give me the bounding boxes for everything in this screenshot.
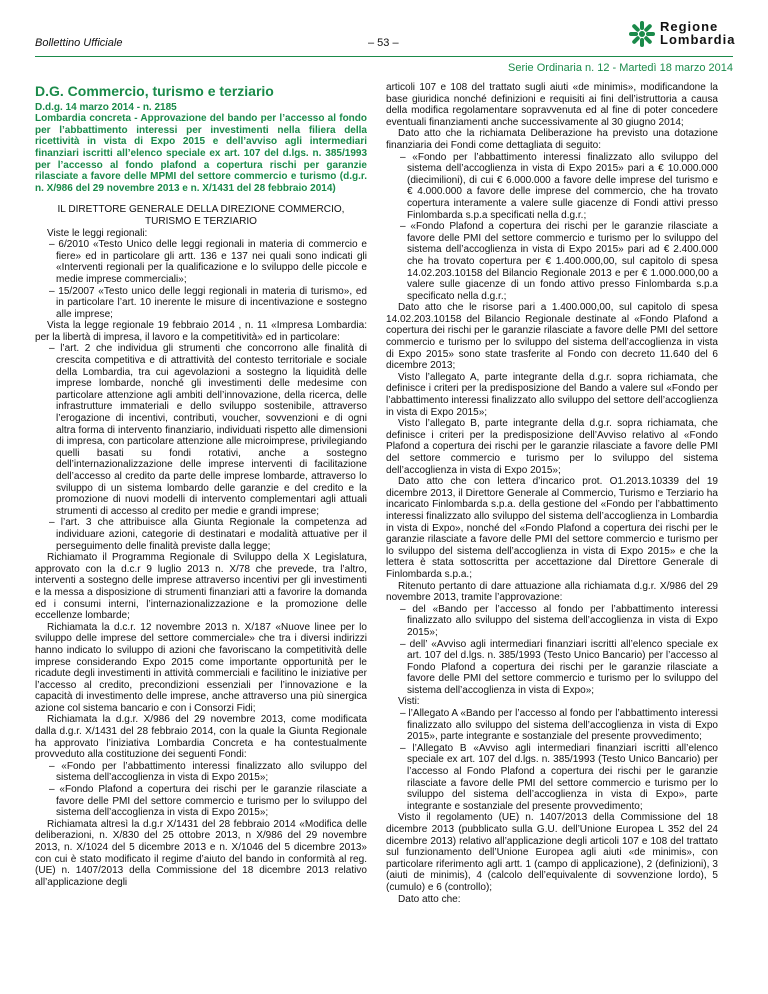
issuing-authority: IL DIRETTORE GENERALE DELLA DIREZIONE COMMERCIO, TURISMO E TERZIARIO bbox=[57, 204, 345, 227]
list-item: – l’art. 3 che attribuisce alla Giunta Regionale la competenza ad individuare azioni, categorie di destinatari e modalità attuative per il perseguimento delle finalità previste dalla legge; bbox=[49, 517, 367, 552]
paragraph: Richiamato il Programma Regionale di Sviluppo della X Legislatura, approvato con la d.c.r 9 luglio 2013 n. X/78 che prevede, tra l’altro, interventi a sostegno delle imprese attraverso incentivi per gli investimenti e la messa a disposizione di strumenti finanziari atti a favorire la domanda ed i consumi interni, l’internazionalizzazione e la promozione delle eccellenze lombarde; bbox=[35, 552, 367, 622]
paragraph: Richiamata altresì la d.g.r X/1431 del 28 febbraio 2014 «Modifica delle deliberazioni, n. X/830 del 25 ottobre 2013, n X/986 del 29 novembre 2013, n. X/1024 del 5 dicembre 2013 e n. X/1046 del 5 dicembre 2013» con cui è stato modificato il regime d’aiuto del bando in conformità al reg. (UE) n. 1407/2013 della Commissione del 18 dicembre 2013 relativo all’applicazione degli bbox=[35, 818, 367, 888]
serie-info: Serie Ordinaria n. 12 - Martedì 18 marzo 2014 bbox=[507, 62, 733, 74]
paragraph: Richiamata la d.c.r. 12 novembre 2013 n. X/187 «Nuove linee per lo sviluppo delle imprese del settore commerciale» che tra i diversi indirizzi hanno indicato lo sviluppo di azioni che favoriscano la competitività delle imprese considerando Expo 2015 come importante opportunità per le ricadute degli investimenti in attività commerciali e facilitino le iniziative per l’accesso al credito, precondizioni essenziali per l’innovazione e la capacità di investimento delle imprese, anche attraverso una più sinergica azione col sistema bancario e con i Consorzi Fidi; bbox=[35, 621, 367, 714]
section-title: D.G. Commercio, turismo e terziario bbox=[35, 83, 274, 99]
regione-lombardia-rose-icon bbox=[628, 20, 656, 48]
list-item: – «Fondo Plafond a copertura dei rischi per le garanzie rilasciate a favore delle PMI del settore commercio e turismo per lo sviluppo del sistema dell’accoglienza in vista di Expo 2015» pari ad € 2.400.000 che ha trovato copertura per € 1.400.000,00, sul capitolo di spesa 14.02.203.10158 del Bilancio Regionale 2013 e per € 1.000.000,00 a valere sulle giacenze di un fondo attivo presso Finlombarda s.p.a specificato nella d.g.r.; bbox=[400, 221, 718, 302]
paragraph: Visto l’allegato A, parte integrante della d.g.r. sopra richiamata, che definisce i criteri per la predisposizione del Bando a valere sul «Fondo per l’abbattimento interessi finalizzato allo sviluppo del settore dell’accoglienza in vista di Expo 2015»; bbox=[386, 371, 718, 418]
list-item: – «Fondo per l’abbattimento interessi finalizzato allo sviluppo del sistema dell’accoglienza in vista di Expo 2015»; bbox=[49, 760, 367, 784]
paragraph: Vista la legge regionale 19 febbraio 2014 , n. 11 «Impresa Lombardia: per la libertà di impresa, il lavoro e la competitività» ed in particolare: bbox=[35, 320, 367, 343]
paragraph: Richiamata la d.g.r. X/986 del 29 novembre 2013, come modificata dalla d.g.r. X/1431 del 28 febbraio 2014, con la quale la Giunta Regionale ha approvato l’iniziativa Lombardia Concreta e ha contestualmente provveduto alla costituzione dei seguenti Fondi: bbox=[35, 714, 367, 761]
page-number: – 53 – bbox=[368, 37, 399, 49]
publication-name: Bollettino Ufficiale bbox=[35, 37, 123, 49]
paragraph: Dato atto che con lettera d’incarico prot. O1.2013.10339 del 19 dicembre 2013, il Direttore Generale al Commercio, Turismo e Terziario ha incaricato Finlombarda s.p.a. della gestione del «Fondo per l’abbattimento interessi finalizzato allo sviluppo del sistema dell’accoglienza in Lombardia in vista di Expo», nonché del «Fondo Plafond a copertura dei rischi per le garanzie rilasciate a favore delle PMI del settore commercio e turismo per lo sviluppo del sistema dell’accoglienza in vista di Expo 2015» e che la lettera è stata sottoscritta per accettazione dal Direttore Generale di Finlombarda s.p.a.; bbox=[386, 476, 718, 580]
list-item: – l’Allegato A «Bando per l’accesso al fondo per l’abbattimento interessi finalizzato allo sviluppo del sistema dell’accoglienza in vista di Expo 2015», parte integrante e sostanziale del presente provvedimento; bbox=[400, 708, 718, 743]
decree-date: D.d.g. 14 marzo 2014 - n. 2185 bbox=[35, 101, 177, 113]
decree-heading bbox=[35, 102, 367, 195]
logo-line-2: Lombardia bbox=[660, 32, 736, 47]
paragraph: Visti: bbox=[398, 696, 420, 708]
left-column bbox=[35, 82, 367, 888]
left-body bbox=[35, 228, 367, 889]
right-body bbox=[386, 82, 718, 905]
paragraph: Visto l’allegato B, parte integrante della d.g.r. sopra richiamata, che definisce i criteri per la predisposizione dell’Avviso relativo al «Fondo Plafond a copertura dei rischi per le garanzie rilasciate a favore delle PMI del settore commercio e turismo per lo sviluppo del sistema dell’accoglienza in vista di Expo 2015»; bbox=[386, 418, 718, 476]
list-item: – del «Bando per l’accesso al fondo per l’abbattimento interessi finalizzato allo sviluppo del sistema dell’accoglienza in vista di Expo 2015»; bbox=[400, 603, 718, 638]
paragraph: Dato atto che: bbox=[398, 893, 461, 905]
list-item: – dell’ «Avviso agli intermediari finanziari iscritti all’elenco speciale ex art. 107 del d.lgs. n. 385/1993 (Testo Unico Bancario) per l’accesso al Fondo Plafond a copertura dei rischi per le garanzie rilasciate a favore delle PMI del settore commercio e turismo per lo sviluppo del sistema dell’accoglienza in vista di Expo»; bbox=[400, 638, 718, 696]
logo-wordmark bbox=[660, 20, 735, 46]
list-item: – 15/2007 «Testo unico delle leggi regionali in materia di turismo», ed in particolare l’art. 10 inerente le misure di incentivazione e sostegno alle imprese; bbox=[49, 285, 367, 320]
paragraph: articoli 107 e 108 del trattato sugli aiuti «de minimis», modificandone la base giuridica nonché definizioni e requisiti ai fini dell’istruttoria a causa della modifica regolamentare sopravvenuta ed al fine di poter concedere eventuali finanziamenti anche successivamente al 30 giugno 2014; bbox=[386, 82, 718, 128]
list-item: – «Fondo per l’abbattimento interessi finalizzato allo sviluppo del sistema dell’accoglienza in vista di Expo 2015» pari a € 10.000.000 (diecimilioni), di cui € 6.000.000 a favore delle imprese del turismo e € 4.000.000 a favore delle imprese del commercio, che ha trovato copertura interamente a valere sulle giacenze di Fondi attivi presso Finlombarda s.p.a specificati nella d.g.r.; bbox=[400, 151, 718, 221]
list-item: – 6/2010 «Testo Unico delle leggi regionali in materia di commercio e fiere» ed in particolare gli artt. 136 e 137 nei quali sono indicati gli «Interventi regionali per la qualificazione e lo sviluppo delle piccole e medie imprese commerciali»; bbox=[49, 239, 367, 285]
paragraph: Visto il regolamento (UE) n. 1407/2013 della Commissione del 18 dicembre 2013 (pubblicato sulla G.U. dell’Unione Europea L 352 del 24 dicembre 2013) relativo all’applicazione degli articoli 107 e 108 del trattato sul funzionamento dell’Unione Europea agli aiuti «de minimis», con particolare riferimento agli artt. 1 (campo di applicazione), 2 (definizioni), 3 (aiuti de minimis), 4 (calcolo dell’equivalente di sovvenzione lordo), 5 (cumulo) e 6 (controllo); bbox=[386, 812, 718, 893]
paragraph: Ritenuto pertanto di dare attuazione alla richiamata d.g.r. X/986 del 29 novembre 2013, tramite l’approvazione: bbox=[386, 580, 718, 604]
logo-line-1: Regione bbox=[660, 19, 719, 34]
list-item: – l’Allegato B «Avviso agli intermediari finanziari iscritti all’elenco speciale ex art. 107 del d.lgs. n. 385/1993 (Testo Unico Bancario) per l’accesso al Fondo Plafond a copertura dei rischi per le garanzie rilasciate a favore delle PMI del settore commercio e turismo per lo sviluppo del sistema dell’accoglienza in vista di Expo», parte integrante e sostanziale del presente provvedimento; bbox=[400, 742, 718, 812]
list-item: – l’art. 2 che individua gli strumenti che concorrono alle finalità di crescita competitiva e di attrattività del contesto territoriale e sociale della Lombardia, tra cui agevolazioni a sostegno la liquidità delle imprese lombarde, nonché gli investimenti delle medesime con particolare attenzione agli ambiti dell’innovazione, della ricerca, delle infrastrutture immateriali e dello sviluppo sostenibile, attraverso l’erogazione di incentivi, contributi, voucher, sovvenzioni e di ogni altra forma di intervento finanziario, individuati rispetto alle dimensioni di impresa, con particolare attenzione alle microimprese, privilegiando quelli basati su fondi rotativi, anche a sostegno dell’internazionalizzazione delle imprese interventi di facilitazione dell’accesso al credito da parte delle imprese lombarde, attraverso lo sviluppo di un sistema lombardo delle garanzie e del credito e la promozione di nuovi modelli di intervento complementari agli attuali strumenti di accesso al credito per medie e grandi imprese; bbox=[49, 343, 367, 517]
paragraph: Viste le leggi regionali: bbox=[47, 227, 148, 239]
regione-lombardia-logo bbox=[628, 18, 748, 50]
header-rule bbox=[35, 56, 733, 57]
paragraph: Dato atto che le risorse pari a 1.400.000,00, sul capitolo di spesa 14.02.203.10158 del Bilancio Regionale destinate al «Fondo Plafond a copertura dei rischi per le garanzie rilasciate a favore delle PMI del settore commercio e turismo per lo sviluppo del sistema dell’accoglienza in vista di Expo 2015» sono state trasferite al Fondo con decreto 11.640 del 6 dicembre 2013; bbox=[386, 302, 718, 372]
paragraph: Dato atto che la richiamata Deliberazione ha previsto una dotazione finanziaria dei Fondi come dettagliata di seguito: bbox=[386, 128, 718, 151]
decree-title: Lombardia concreta - Approvazione del bando per l’accesso al fondo per l’abbattimento interessi per investimenti nella filiera della ricettività in vista di Expo 2015 e dell’avviso agli intermediari finanziari iscritti all’elenco speciale ex art. 107 del d.lgs. n. 385/1993 per l’accesso al fondo plafond a copertura rischi per garanzie rilasciate a favore delle MPMI del settore commercio e turismo (d.g.r. n. X/986 del 29 novembre 2013 e n. X/1431 del 28 febbraio 2014) bbox=[35, 113, 367, 194]
right-column bbox=[386, 82, 718, 905]
list-item: – «Fondo Plafond a copertura dei rischi per le garanzie rilasciate a favore delle PMI del settore commercio e turismo per lo sviluppo del sistema dell’accoglienza in vista di Expo 2015»; bbox=[49, 784, 367, 819]
